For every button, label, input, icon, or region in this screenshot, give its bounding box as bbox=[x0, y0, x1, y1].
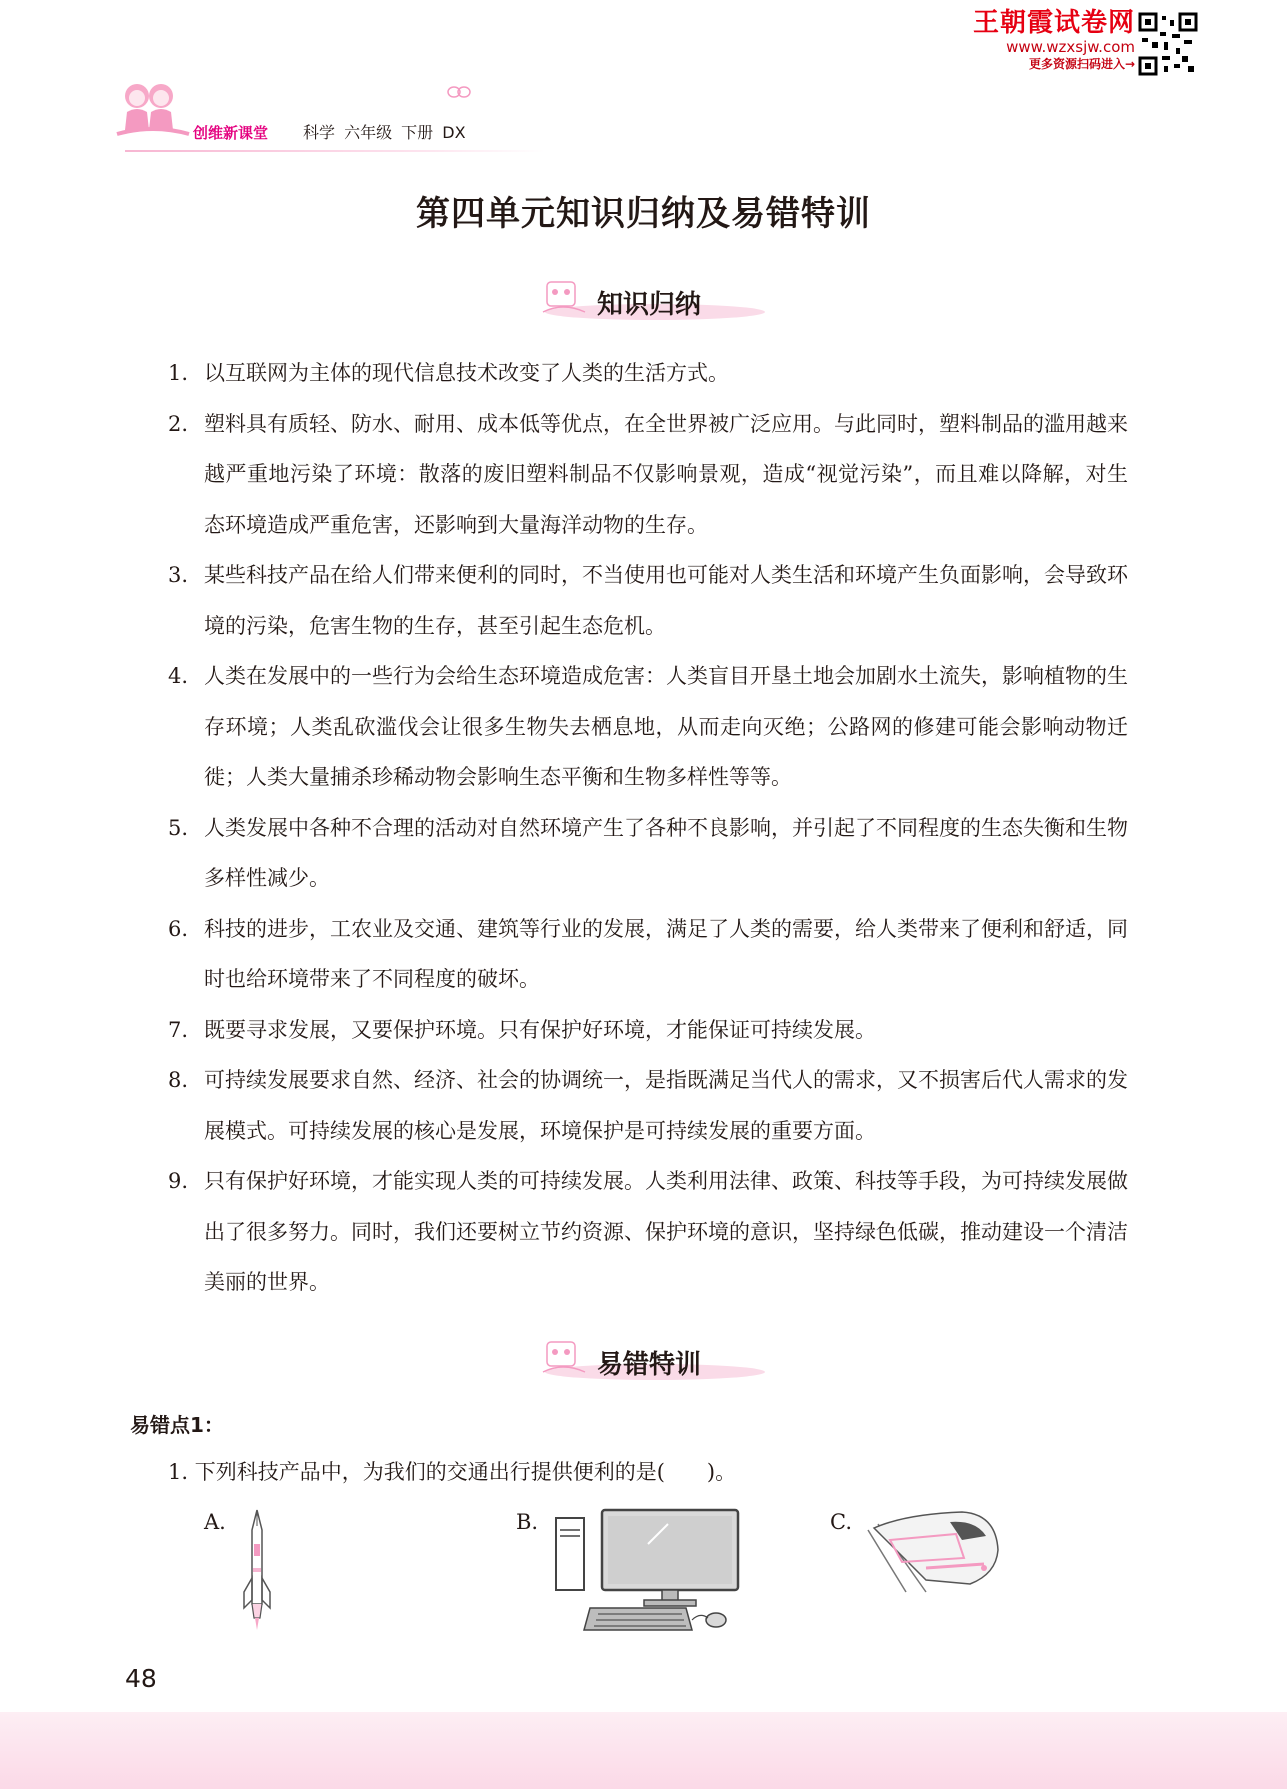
page-title: 第四单元知识归纳及易错特训 bbox=[416, 194, 871, 234]
item-text: 科技的进步，工农业及交通、建筑等行业的发展，满足了人类的需要，给人类带来了便利和舒适，同时也给环境带来了不同程度的破坏。 bbox=[204, 916, 1128, 991]
item-text: 以互联网为主体的现代信息技术改变了人类的生活方式。 bbox=[204, 361, 729, 385]
item-text: 人类发展中各种不合理的活动对自然环境产生了各种不良影响，并引起了不同程度的生态失衡和生物多样性减少。 bbox=[204, 815, 1128, 890]
knowledge-list bbox=[168, 348, 1128, 1308]
option-label: B. bbox=[516, 1510, 539, 1534]
item-number: 5. bbox=[168, 815, 189, 840]
item-number: 7. bbox=[168, 1017, 189, 1042]
section-title: 知识归纳 bbox=[597, 290, 702, 320]
qr-code-icon[interactable] bbox=[1138, 12, 1198, 76]
rocket-icon[interactable] bbox=[240, 1508, 274, 1632]
list-item bbox=[168, 1055, 1128, 1156]
item-number: 9. bbox=[168, 1169, 189, 1193]
page-number: 48 bbox=[125, 1664, 157, 1693]
sketch-doodle-icon bbox=[539, 1332, 591, 1380]
watermark-title: 王朝霞试卷网 bbox=[972, 8, 1135, 38]
item-number: 2. bbox=[168, 411, 189, 436]
section-errors-heading bbox=[525, 1328, 785, 1392]
section-knowledge-heading bbox=[525, 268, 785, 332]
list-item bbox=[168, 651, 1128, 803]
option-label: C. bbox=[830, 1510, 852, 1534]
watermark bbox=[960, 8, 1135, 72]
item-text: 某些科技产品在给人们带来便利的同时，不当使用也可能对人类生活和环境产生负面影响，会导致环境的污染，危害生物的生存，甚至引起生态危机。 bbox=[204, 563, 1128, 638]
option-b[interactable] bbox=[516, 1510, 538, 1534]
item-number: 6. bbox=[168, 916, 189, 941]
desktop-computer-icon[interactable] bbox=[552, 1508, 742, 1632]
item-number: 3. bbox=[168, 563, 189, 587]
sketch-doodle-icon bbox=[539, 272, 591, 320]
book-subject: 科学 六年级 下册 DX bbox=[303, 123, 466, 142]
item-text: 可持续发展要求自然、经济、社会的协调统一，是指既满足当代人的需求，又不损害后代人需求的发展模式。可持续发展的核心是发展，环境保护是可持续发展的重要方面。 bbox=[204, 1068, 1128, 1143]
kids-mascot-icon bbox=[113, 78, 193, 142]
high-speed-train-icon[interactable] bbox=[866, 1510, 1002, 1596]
item-number: 8. bbox=[168, 1068, 189, 1092]
item-text: 既要寻求发展，又要保护环境。只有保护好环境，才能保证可持续发展。 bbox=[204, 1017, 876, 1042]
footer-band bbox=[0, 1712, 1287, 1789]
option-a[interactable] bbox=[204, 1510, 226, 1534]
book-header bbox=[125, 82, 545, 154]
item-number: 4. bbox=[168, 664, 189, 688]
item-text: 塑料具有质轻、防水、耐用、成本低等优点，在全世界被广泛应用。与此同时，塑料制品的滥用越来越严重地污染了环境：散落的废旧塑料制品不仅影响景观，造成“视觉污染”，而且难以降解，对生态环境造成严重危害，还影响到大量海洋动物的生存。 bbox=[204, 411, 1128, 537]
butterfly-icon bbox=[447, 84, 471, 104]
list-item bbox=[168, 399, 1128, 551]
list-item bbox=[168, 803, 1128, 904]
error-point-label: 易错点1： bbox=[130, 1413, 224, 1437]
list-item bbox=[168, 550, 1128, 651]
question-text: 1. 下列科技产品中，为我们的交通出行提供便利的是( )。 bbox=[168, 1460, 737, 1484]
watermark-subtitle: 更多资源扫码进入→ bbox=[1028, 57, 1135, 71]
list-item bbox=[168, 904, 1128, 1005]
book-brand: 创维新课堂 bbox=[193, 124, 269, 142]
option-label: A. bbox=[204, 1510, 226, 1534]
list-item bbox=[168, 1156, 1128, 1308]
option-c[interactable] bbox=[830, 1510, 852, 1534]
list-item bbox=[168, 348, 1128, 399]
watermark-url[interactable]: www.wzxsjw.com bbox=[1006, 38, 1135, 56]
header-divider bbox=[125, 150, 545, 152]
item-number: 1. bbox=[168, 361, 189, 385]
item-text: 只有保护好环境，才能实现人类的可持续发展。人类利用法律、政策、科技等手段，为可持续发展做出了很多努力。同时，我们还要树立节约资源、保护环境的意识，坚持绿色低碳，推动建设一个清洁美丽的世界。 bbox=[204, 1169, 1128, 1294]
item-text: 人类在发展中的一些行为会给生态环境造成危害：人类盲目开垦土地会加剧水土流失，影响植物的生存环境；人类乱砍滥伐会让很多生物失去栖息地，从而走向灭绝；公路网的修建可能会影响动物迁徙；人类大量捕杀珍稀动物会影响生态平衡和生物多样性等等。 bbox=[204, 664, 1128, 789]
section-title: 易错特训 bbox=[597, 1350, 702, 1380]
list-item bbox=[168, 1005, 1128, 1056]
